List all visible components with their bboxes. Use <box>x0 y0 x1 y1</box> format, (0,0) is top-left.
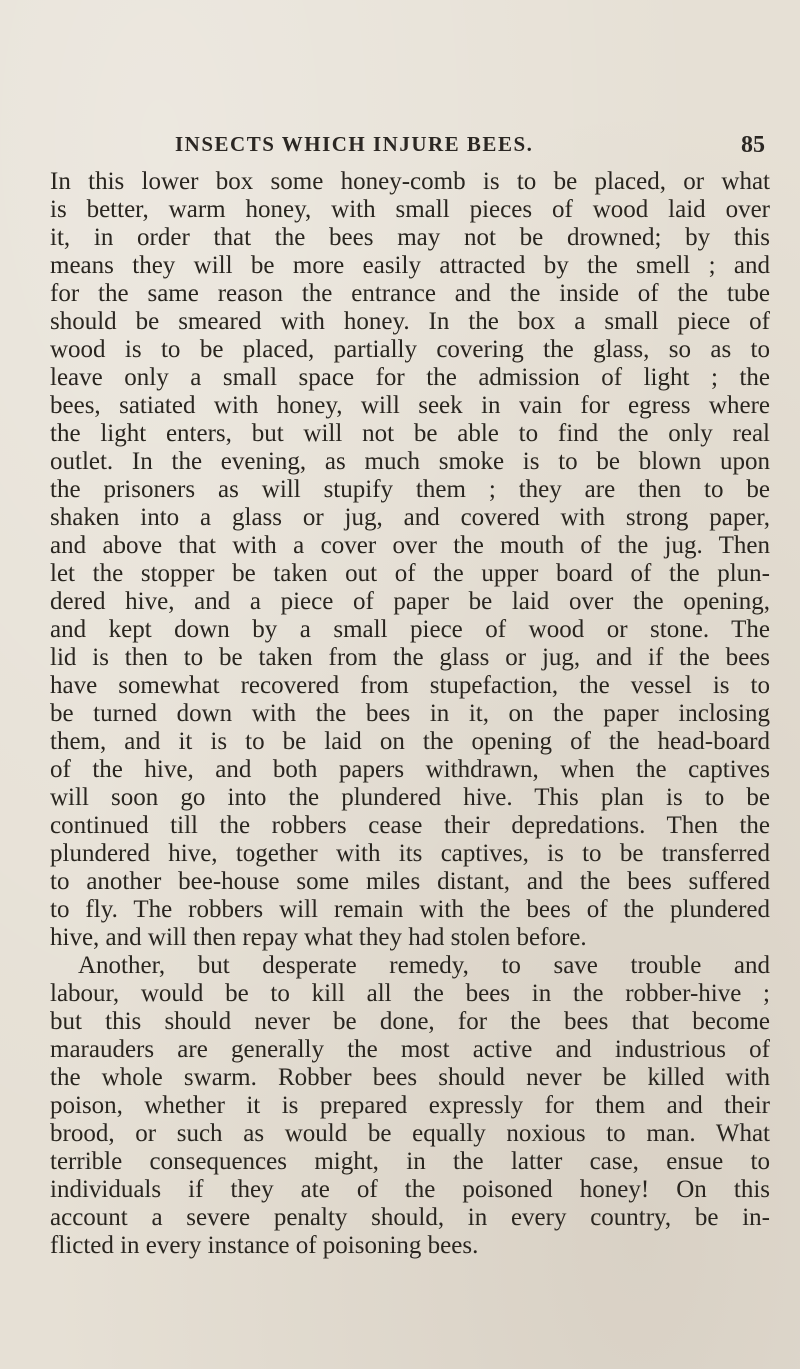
text-line: lid is then to be taken from the glass or jug, and if the bees <box>50 644 770 671</box>
text-line: the whole swarm. Robber bees should never be killed with <box>50 1064 770 1091</box>
running-title: INSECTS WHICH INJURE BEES. <box>175 132 534 156</box>
text-line: to another bee-house some miles distant, and the bees suffered <box>50 868 770 895</box>
text-line: for the same reason the entrance and the inside of the tube <box>50 280 770 307</box>
text-line: of the hive, and both papers withdrawn, when the captives <box>50 756 770 783</box>
text-line: outlet. In the evening, as much smoke is to be blown upon <box>50 448 770 475</box>
text-line: terrible consequences might, in the latter case, ensue to <box>50 1148 770 1175</box>
text-line: should be smeared with honey. In the box a small piece of <box>50 308 770 335</box>
paragraph-end-line: flicted in every instance of poisoning bees. <box>50 1232 479 1259</box>
text-line: wood is to be placed, partially covering the glass, so as to <box>50 336 770 363</box>
body-text <box>50 168 770 1260</box>
page-number: 85 <box>741 132 765 158</box>
text-line: shaken into a glass or jug, and covered with strong paper, <box>50 504 770 531</box>
text-line: dered hive, and a piece of paper be laid over the opening, <box>50 588 770 615</box>
text-line: means they will be more easily attracted by the smell ; and <box>50 252 770 279</box>
text-line: poison, whether it is prepared expressly for them and their <box>50 1092 770 1119</box>
text-line: them, and it is to be laid on the opening of the head-board <box>50 728 770 755</box>
text-line: bees, satiated with honey, will seek in vain for egress where <box>50 392 770 419</box>
text-line: plundered hive, together with its captives, is to be transferred <box>50 840 770 867</box>
text-line: to fly. The robbers will remain with the bees of the plundered <box>50 896 770 923</box>
text-line: the prisoners as will stupify them ; they are then to be <box>50 476 770 503</box>
text-line: will soon go into the plundered hive. This plan is to be <box>50 784 770 811</box>
text-line: have somewhat recovered from stupefaction, the vessel is to <box>50 672 770 699</box>
paragraph-start-line: Another, but desperate remedy, to save trouble and <box>78 952 770 979</box>
text-line: individuals if they ate of the poisoned honey! On this <box>50 1176 770 1203</box>
text-line: is better, warm honey, with small pieces of wood laid over <box>50 196 770 223</box>
text-line: account a severe penalty should, in every country, be in- <box>50 1204 770 1231</box>
paragraph-end-line: hive, and will then repay what they had stolen before. <box>50 924 587 951</box>
text-line: be turned down with the bees in it, on the paper inclosing <box>50 700 770 727</box>
text-line: marauders are generally the most active and industrious of <box>50 1036 770 1063</box>
text-line: leave only a small space for the admission of light ; the <box>50 364 770 391</box>
text-line: but this should never be done, for the bees that become <box>50 1008 770 1035</box>
text-line: let the stopper be taken out of the upper board of the plun- <box>50 560 770 587</box>
running-head <box>175 132 765 162</box>
text-line: and kept down by a small piece of wood or stone. The <box>50 616 770 643</box>
text-line: brood, or such as would be equally noxious to man. What <box>50 1120 770 1147</box>
text-line: continued till the robbers cease their depredations. Then the <box>50 812 770 839</box>
text-line: and above that with a cover over the mouth of the jug. Then <box>50 532 770 559</box>
text-line: In this lower box some honey-comb is to be placed, or what <box>50 168 770 195</box>
text-line: it, in order that the bees may not be drowned; by this <box>50 224 770 251</box>
text-line: the light enters, but will not be able to find the only real <box>50 420 770 447</box>
text-line: labour, would be to kill all the bees in the robber-hive ; <box>50 980 770 1007</box>
